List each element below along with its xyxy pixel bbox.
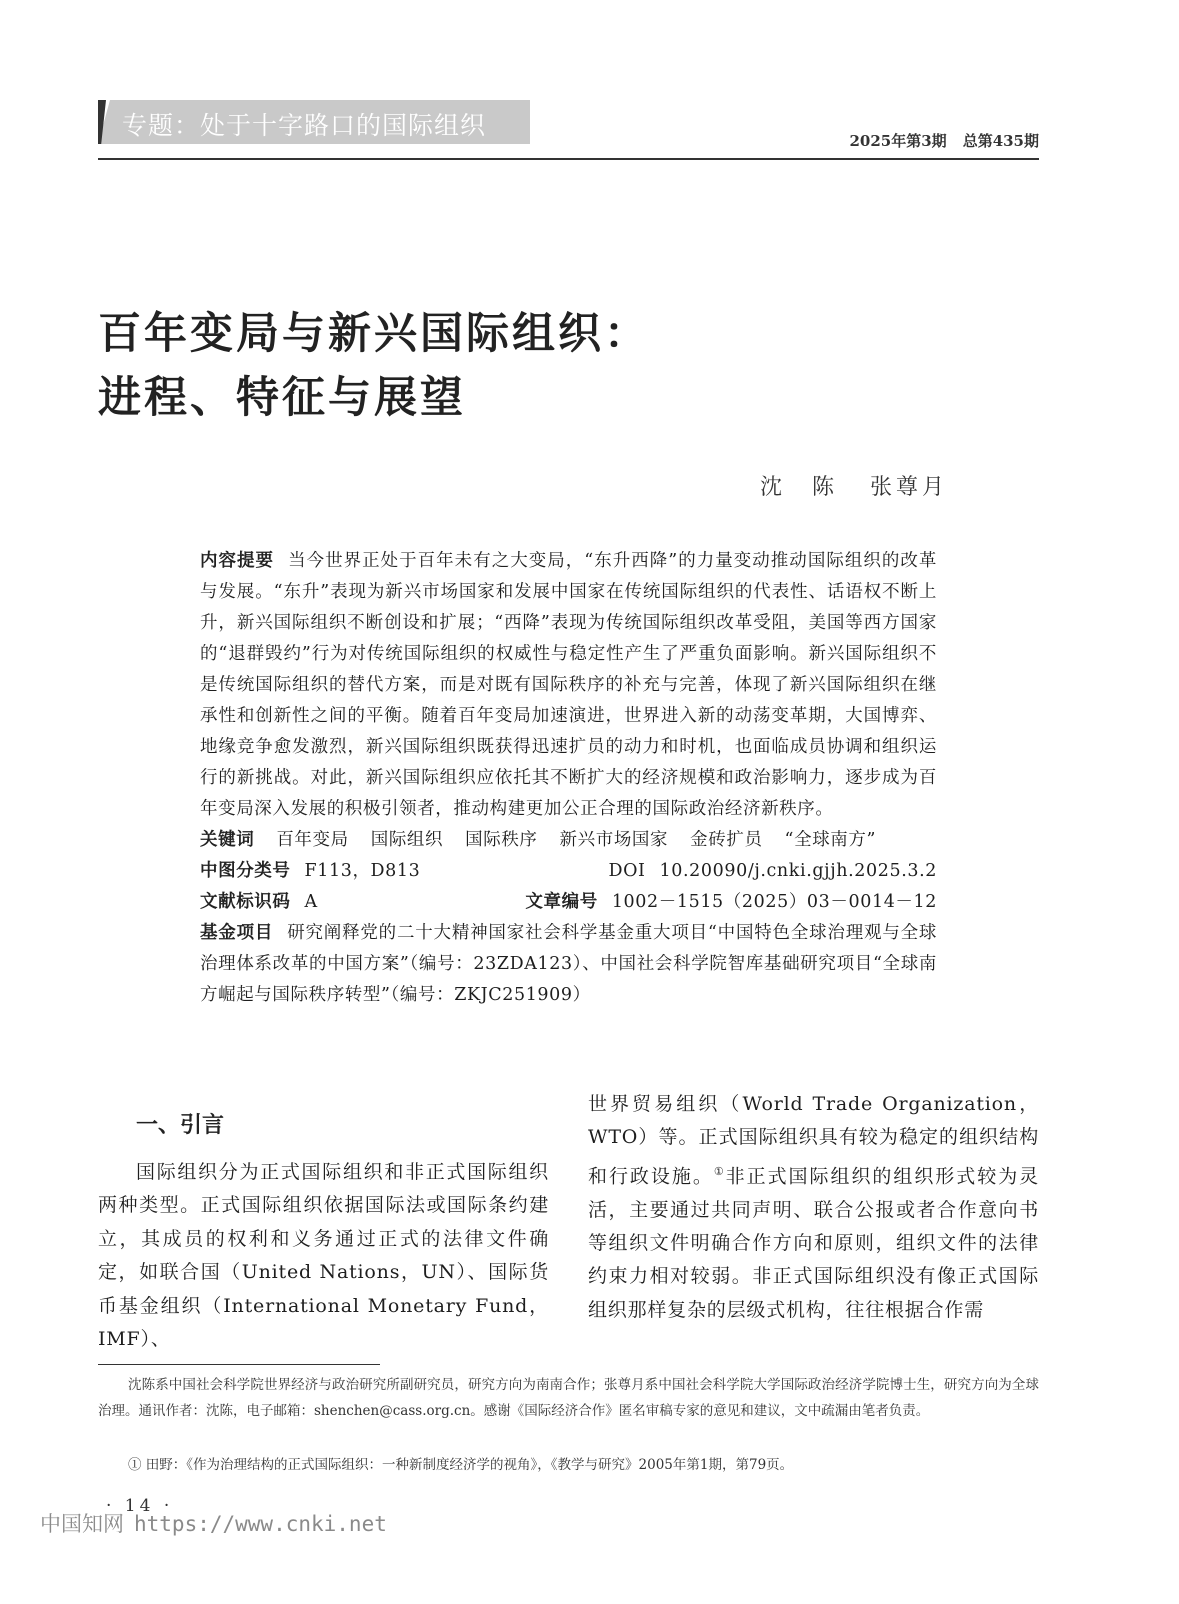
body-paragraph xyxy=(588,1088,1039,1327)
body-column-left xyxy=(98,1156,549,1356)
page-number: · 14 · xyxy=(106,1496,174,1516)
fund xyxy=(200,918,937,1011)
document-code-label: 文献标识码 xyxy=(200,892,291,912)
document-code-value: A xyxy=(304,892,318,912)
fund-text: 研究阐释党的二十大精神国家社会科学基金重大项目“中国特色全球治理观与全球治理体系改革的中国方案”（编号：23ZDA123）、中国社会科学院智库基础研究项目“全球南方崛起与国际秩序转型”（编号：ZKJC251909） xyxy=(200,923,938,1005)
author-note: 沈陈系中国社会科学院世界经济与政治研究所副研究员，研究方向为南南合作；张尊月系中国社会科学院大学国际政治经济学院博士生，研究方向为全球治理。通讯作者：沈陈，电子邮箱：shenchen@cass.org.cn。感谢《国际经济合作》匿名审稿专家的意见和建议，文中疏漏由笔者负责。 xyxy=(98,1377,1039,1419)
title-line-2: 进程、特征与展望 xyxy=(98,373,466,423)
author-footnote xyxy=(98,1372,1039,1424)
footnote-divider xyxy=(98,1364,380,1365)
watermark-brand: 中国知网 xyxy=(40,1512,124,1536)
author-2: 张尊月 xyxy=(870,475,949,500)
body-paragraph: 国际组织分为正式国际组织和非正式国际组织两种类型。正式国际组织依据国际法或国际条约建立，其成员的权利和义务通过正式的法律文件确定，如联合国（United Nations，UN）、国际货币基金组织（International Monetary Fund，IMF）、 xyxy=(98,1161,549,1351)
doi-label: DOI xyxy=(608,861,646,881)
banner-title: 专题：处于十字路口的国际组织 xyxy=(122,111,487,140)
section-heading: 一、引言 xyxy=(136,1113,225,1138)
topic-banner xyxy=(98,100,530,144)
classification-value: F113，D813 xyxy=(304,861,421,881)
cnki-watermark xyxy=(40,1508,387,1538)
issue-number: 2025年第3期 xyxy=(849,132,947,150)
header-divider xyxy=(98,158,1039,160)
article-title xyxy=(98,302,650,430)
keywords-label: 关键词 xyxy=(200,830,255,850)
doi-value: 10.20090/j.cnki.gjjh.2025.3.2 xyxy=(659,861,937,881)
reference-footnote xyxy=(98,1452,1039,1478)
document-code-row xyxy=(200,887,937,918)
author-1: 沈 陈 xyxy=(760,475,839,500)
title-line-1: 百年变局与新兴国际组织： xyxy=(98,309,650,359)
keywords xyxy=(200,825,937,856)
article-number-label: 文章编号 xyxy=(525,892,598,912)
keyword: 国际组织 xyxy=(370,830,444,850)
watermark-url[interactable]: https://www.cnki.net xyxy=(134,1512,387,1536)
keyword: “全球南方” xyxy=(784,830,877,850)
footnote-1: ① 田野：《作为治理结构的正式国际组织：一种新制度经济学的视角》，《教学与研究》2005年第1期，第79页。 xyxy=(128,1457,794,1473)
keyword: 百年变局 xyxy=(276,830,349,850)
abstract-label: 内容提要 xyxy=(200,551,275,571)
footnote-ref[interactable]: ① xyxy=(713,1164,726,1178)
abstract-block xyxy=(200,546,937,1011)
issue-info xyxy=(850,130,1040,151)
classification-label: 中图分类号 xyxy=(200,861,291,881)
keyword: 国际秩序 xyxy=(465,830,538,850)
abstract-text: 当今世界正处于百年未有之大变局，“东升西降”的力量变动推动国际组织的改革与发展。“东升”表现为新兴市场国家和发展中国家在传统国际组织的代表性、话语权不断上升，新兴国际组织不断创设和扩展；“西降”表现为传统国际组织改革受阻，美国等西方国家的“退群毁约”行为对传统国际组织的权威性与稳定性产生了严重负面影响。新兴国际组织不是传统国际组织的替代方案，而是对既有国际秩序的补充与完善，体现了新兴国际组织在继承性和创新性之间的平衡。随着百年变局加速演进，世界进入新的动荡变革期，大国博弈、地缘竞争愈发激烈，新兴国际组织既获得迅速扩员的动力和时机，也面临成员协调和组织运行的新挑战。对此，新兴国际组织应依托其不断扩大的经济规模和政治影响力，逐步成为百年变局深入发展的积极引领者，推动构建更加公正合理的国际政治经济新秩序。 xyxy=(200,551,937,819)
classification-row xyxy=(200,856,937,887)
total-issue-number: 总第435期 xyxy=(962,132,1039,150)
paragraph-text: 世界贸易组织（World Trade Organization，WTO）等。正式国际组织具有较为稳定的组织结构和行政设施。 xyxy=(588,1093,1039,1188)
keyword: 金砖扩员 xyxy=(690,830,763,850)
article-number-value: 1002－1515（2025）03－0014－12 xyxy=(611,892,937,912)
keyword: 新兴市场国家 xyxy=(559,830,669,850)
paragraph-text: 非正式国际组织的组织形式较为灵活，主要通过共同声明、联合公报或者合作意向书等组织文件明确合作方向和原则，组织文件的法律约束力相对较弱。非正式国际组织没有像正式国际组织那样复杂的层级式机构，往往根据合作需 xyxy=(588,1165,1039,1321)
authors xyxy=(760,470,948,501)
fund-label: 基金项目 xyxy=(200,923,274,943)
body-column-right xyxy=(588,1088,1039,1327)
abstract xyxy=(200,546,937,825)
